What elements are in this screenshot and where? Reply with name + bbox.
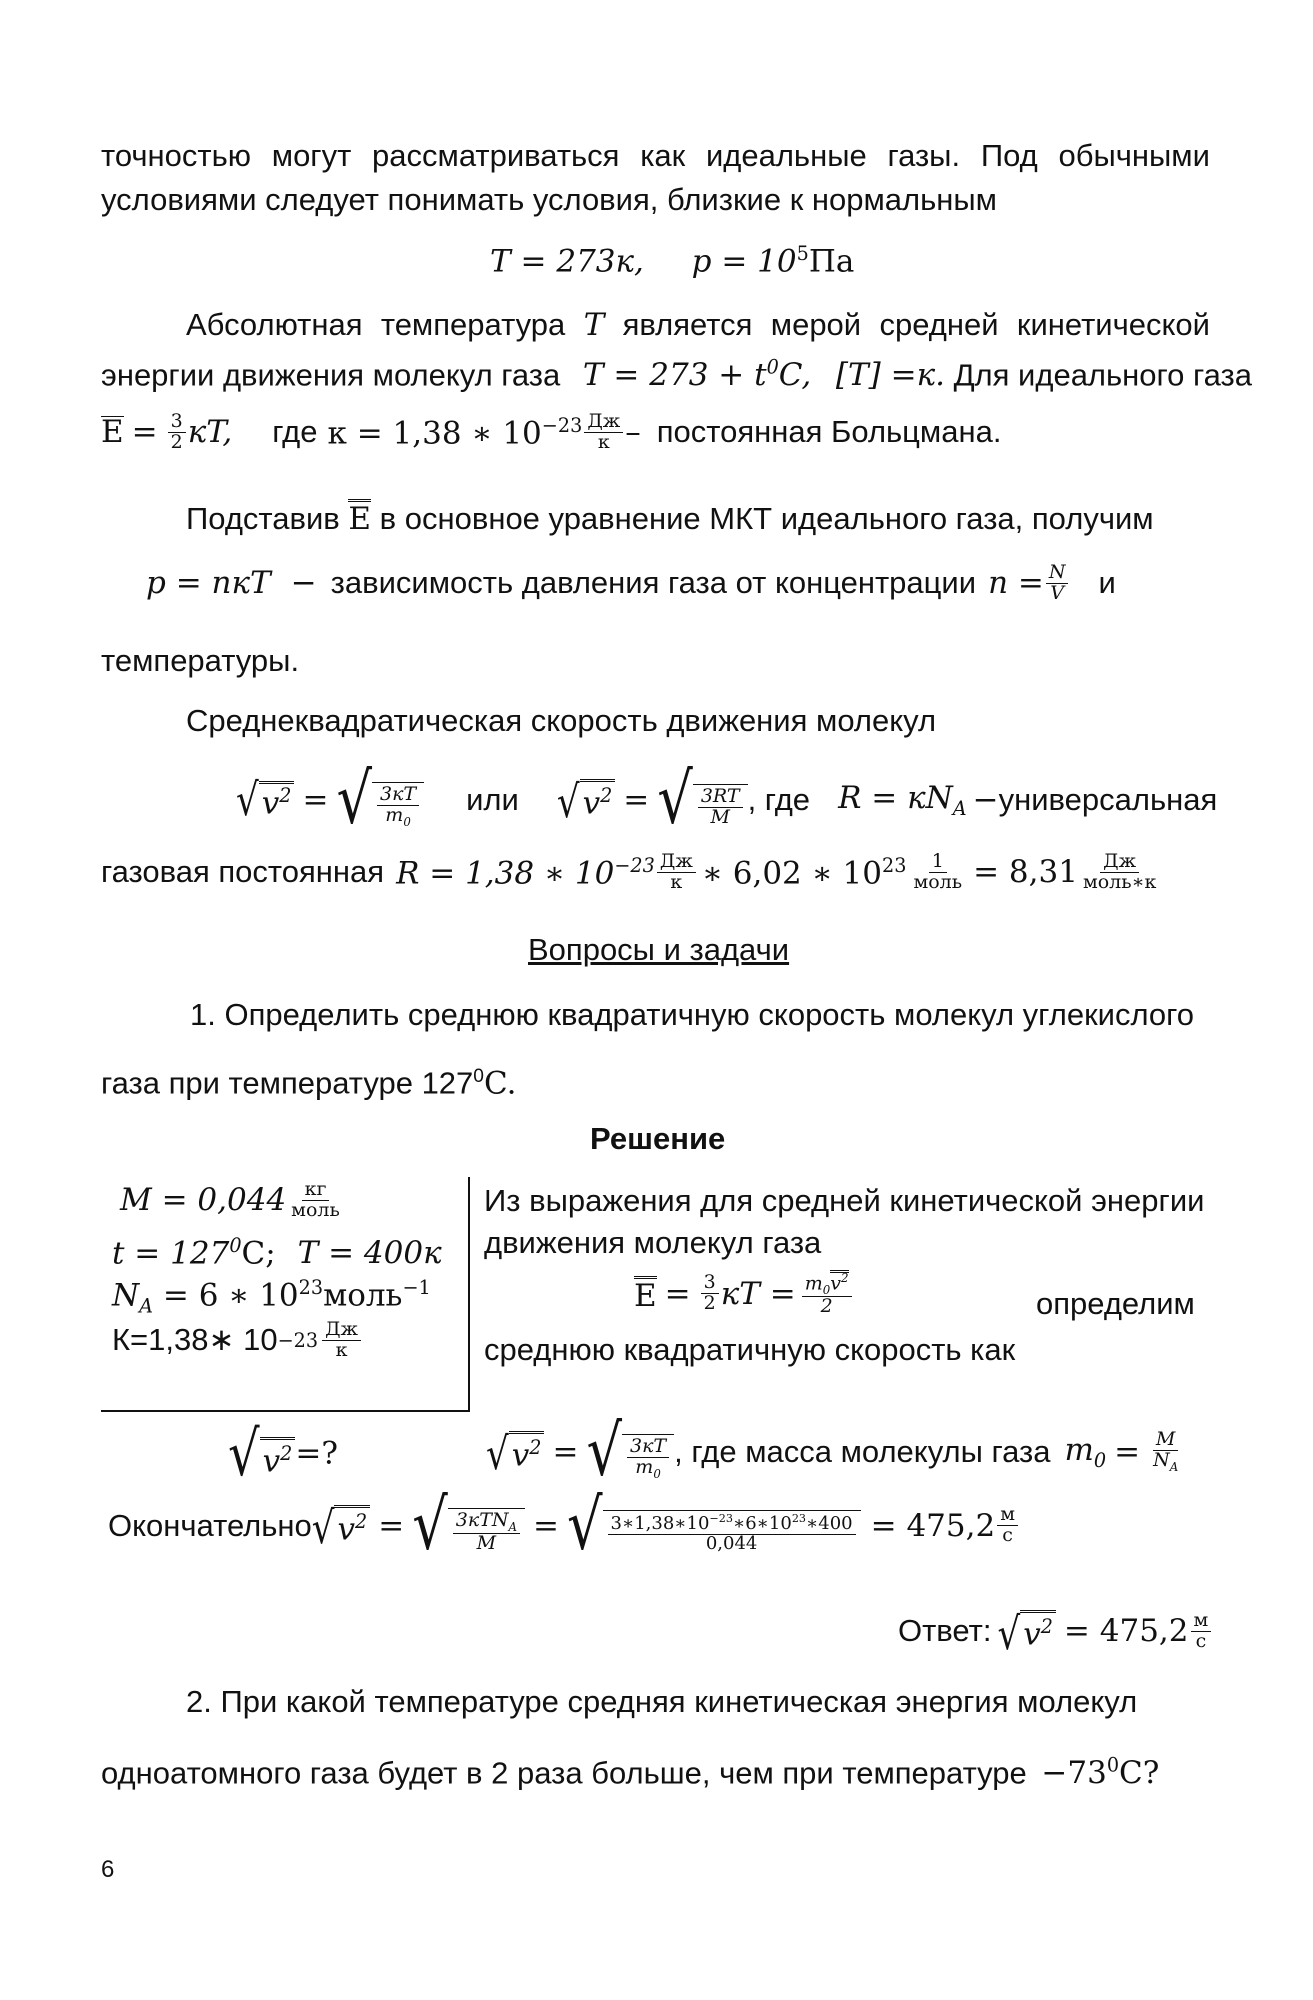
temperature-units: [T] =к. (835, 357, 945, 394)
concentration-fraction: $\frac{N}{V}$ (1046, 563, 1069, 604)
sqrt-v2: √ $v^2$ (557, 779, 615, 821)
gas-constant-line: газовая постоянная R = 1,38 ∗ $10^{-23}$ $\frac{Дж}{к}$ ∗ 6,02 ∗ $10^{23}$ $\frac{1}{\text{моль}}$ = 8,31 $\frac{Дж}{\text{моль∗к}}$ (101, 850, 1157, 893)
word: рассматриваться (372, 138, 620, 173)
intro-line-2: условиями следует понимать условия, близкие к нормальным (101, 182, 997, 217)
rms-heading: Среднеквадратическая скорость движения молекул (186, 703, 937, 738)
abs-temp-line-1 (186, 307, 1210, 343)
page-number: 6 (101, 1856, 115, 1883)
given-NA: $N_A = 6$ ∗ $10^{23}моль^{-1}$ (112, 1276, 431, 1318)
given-K: К=1,38∗ 10 −23 $\frac{Дж}{к}$ (112, 1320, 363, 1361)
word: идеальные (705, 138, 867, 173)
sqrt-3kT-m0: √ $\frac{3кT}{m_0}$ (336, 772, 424, 828)
task1-line-1: 1. Определить среднюю квадратичную скорость молекул углекислого (190, 997, 1195, 1032)
given-t-T: $t = 127^0C$; T = 400к (112, 1234, 442, 1272)
word: точностью (101, 138, 252, 173)
intro-line-1 (101, 138, 1210, 174)
sqrt-v2: √ $v^2$ (236, 781, 294, 819)
word: Абсолютная (186, 307, 363, 342)
mean-energy-symbol: E (101, 414, 124, 451)
normal-p: p = 10 (691, 243, 797, 280)
boltzmann-unit: $\frac{Дж}{к}$ (584, 412, 623, 453)
final-calculation: Окончательно √ $v^2$ = √ $\frac{3кTN_A}{M}$ = √ $\frac{3∗1,38∗10^{-23}∗6∗10^{23}∗400}{0,044}$ = 475,2 $\frac{м}{с}$ (108, 1498, 1020, 1554)
normal-conditions-formula (490, 242, 854, 279)
three-halves: $\frac{3}{2}$ (168, 412, 186, 453)
given-M: M = 0,044 $\frac{кг}{\text{моль}}$ (120, 1178, 340, 1221)
normal-p-unit: Па (808, 243, 855, 280)
solution-line-2: движения молекул газа (484, 1225, 822, 1260)
task1-line-2: газа при температуре $127^0C$. (101, 1065, 517, 1102)
rms-formula-line: √ $v^2$ = √ $\frac{3кT}{m_0}$ или √ $v^2$ = √ $\frac{3RT}{M}$ , где $R = кN_A$ − универсальная (236, 758, 1218, 841)
solution-line-1: Из выражения для средней кинетической энергии (484, 1183, 1205, 1218)
word: мерой (770, 307, 862, 342)
word: T (583, 307, 605, 343)
word: газы. (887, 138, 961, 173)
task2-line-2: одноатомного газа будет в 2 раза больше, чем при температуре $-73^0C$? (101, 1754, 1160, 1792)
solution-title: Решение (590, 1121, 726, 1156)
task2-line-1: 2. При какой температуре средняя кинетическая энергия молекул (186, 1684, 1138, 1719)
word: Под (980, 138, 1038, 173)
determine-word: определим (1036, 1286, 1195, 1321)
energy-formula-line: E = $\frac{3}{2}$ кT, где к = 1,38 ∗ $10^{-23}$ $\frac{Дж}{к}$ – постоянная Больцмана. (101, 410, 1002, 453)
energy-equality: E = $\frac{3}{2}$ кT = $\frac{m_0v^2}{2}$ (634, 1270, 854, 1317)
sqrt-3RT-M: √ $\frac{3RT}{M}$ (657, 772, 747, 828)
abs-temp-line-2 (101, 350, 1252, 394)
word: средней (879, 307, 999, 342)
substitute-line: Подставив E в основное уравнение МКТ идеального газа, получим (186, 501, 1154, 537)
word: температура (380, 307, 566, 342)
rms-expression: √ $v^2$ = √ $\frac{3кT}{m_0}$ , где масса молекулы газа $m_0$ = $\frac{M}{N_A}$ (486, 1410, 1179, 1493)
abs-temp-text: энергии движения молекул газа (101, 357, 561, 393)
word: является (622, 307, 753, 342)
normal-p-exp: 5 (796, 242, 809, 265)
mean-energy-symbol: E (348, 501, 372, 537)
temperature-formula: $T = 273 + t^0C$, (582, 356, 812, 394)
word: обычными (1058, 138, 1210, 173)
normal-T: T = 273к, (490, 243, 644, 280)
pressure-line-2: температуры. (101, 643, 300, 678)
word: могут (271, 138, 352, 173)
questions-title: Вопросы и задачи (528, 932, 790, 967)
solution-line-4: среднюю квадратичную скорость как (484, 1332, 1016, 1367)
ideal-gas-text: Для идеального газа (953, 357, 1252, 393)
pressure-line: p = nкT − зависимость давления газа от концентрации n = $\frac{N}{V}$ и (146, 561, 1116, 604)
find-sqrt-v2: √ $v^2$ =? (228, 1417, 338, 1491)
pressure-formula: p = nкT (146, 565, 271, 602)
word: кинетической (1016, 307, 1210, 342)
answer-line: Ответ: √ $v^2$ = 475,2 $\frac{м}{с}$ (898, 1610, 1213, 1652)
word: как (640, 138, 686, 173)
